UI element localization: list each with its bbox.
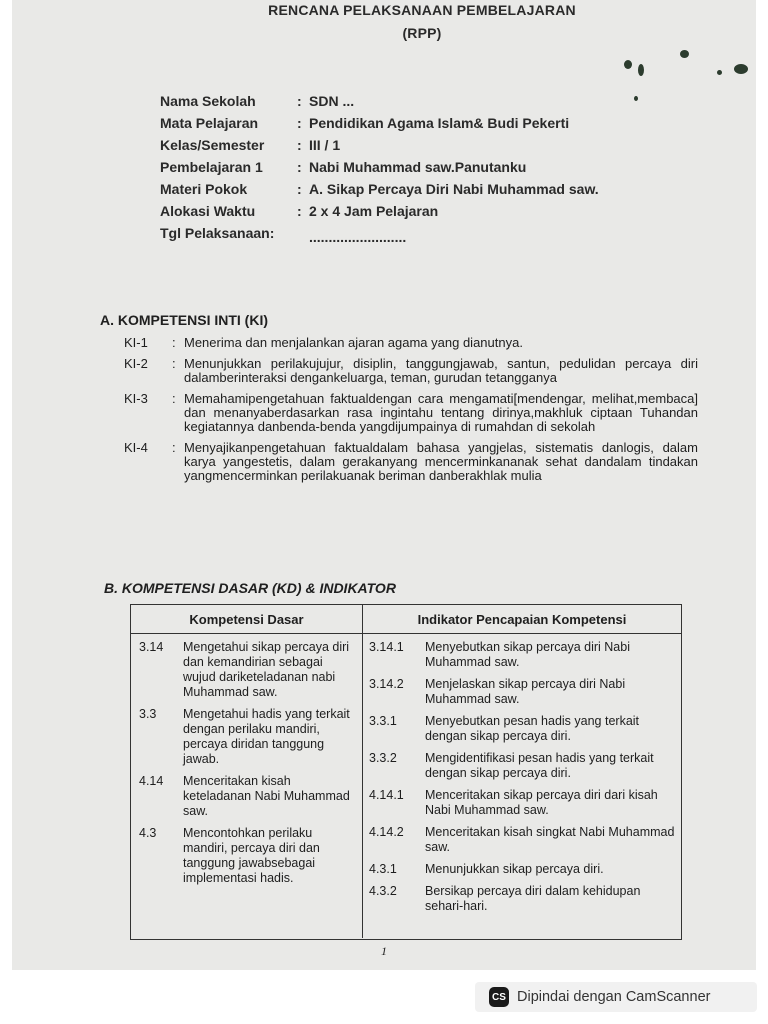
kd-code: 3.3 [139, 707, 157, 721]
indicator-item [363, 862, 681, 877]
identity-value: SDN ... [309, 93, 355, 109]
kd-table [130, 604, 682, 940]
indicator-text: Mengidentifikasi pesan hadis yang terkait dengan sikap percaya diri. [425, 751, 654, 780]
ink-stain [734, 64, 748, 74]
indicator-item [363, 714, 681, 744]
ink-stain [717, 70, 722, 75]
document-subtitle: (RPP) [402, 25, 442, 41]
kd-item [131, 707, 362, 767]
ki-code: KI-1 [124, 335, 148, 350]
indicator-text: Menunjukkan sikap percaya diri. [425, 862, 604, 876]
ki-colon: : [172, 335, 176, 350]
kd-code: 3.14 [139, 640, 164, 654]
indicator-code: 3.14.1 [369, 640, 404, 654]
identity-row [160, 181, 680, 203]
identity-value: Pendidikan Agama Islam& Budi Pekerti [309, 115, 570, 131]
identity-colon: : [297, 203, 302, 219]
identity-colon: : [297, 181, 302, 197]
identity-row [160, 137, 680, 159]
ki-text: Menunjukkan perilakujujur, disiplin, tanggungjawab, santun, pedulidan percaya diri dalamberinteraksi dengankeluarga, teman, gurudan tetangganya [184, 356, 698, 385]
kd-item [131, 640, 362, 700]
indicator-item [363, 884, 681, 914]
identity-row [160, 203, 680, 225]
kd-text: Menceritakan kisah keteladanan Nabi Muhammad saw. [183, 774, 350, 818]
indicator-item [363, 751, 681, 781]
kd-item [131, 826, 362, 886]
ki-item [124, 441, 698, 483]
ki-item [124, 392, 698, 434]
identity-label: Materi Pokok [160, 181, 248, 197]
camscanner-text: Dipindai dengan CamScanner [517, 989, 711, 1005]
identity-label: Kelas/Semester [160, 137, 265, 153]
indicator-column [363, 634, 681, 938]
indicator-code: 4.14.2 [369, 825, 404, 839]
ki-item [124, 357, 698, 385]
page-number: 1 [381, 944, 387, 958]
kd-text: Mencontohkan perilaku mandiri, percaya diri dan tanggung jawabsebagai implementasi hadis. [183, 826, 320, 885]
indicator-code: 4.3.1 [369, 862, 397, 876]
indicator-item [363, 677, 681, 707]
identity-colon: : [297, 159, 302, 175]
kd-item [131, 774, 362, 819]
kd-header-right: Indikator Pencapaian Kompetensi [417, 611, 627, 627]
section-b-title: B. KOMPETENSI DASAR (KD) & INDIKATOR [104, 580, 396, 596]
kd-table-body [131, 634, 681, 938]
identity-block [160, 93, 680, 247]
identity-value: ......................... [309, 229, 407, 245]
ki-code: KI-2 [124, 356, 148, 371]
kd-code: 4.3 [139, 826, 157, 840]
indicator-text: Menceritakan sikap percaya diri dari kisah Nabi Muhammad saw. [425, 788, 658, 817]
kd-text: Mengetahui hadis yang terkait dengan perilaku mandiri, percaya diridan tanggung jawab. [183, 707, 350, 766]
identity-value: Nabi Muhammad saw.Panutanku [309, 159, 527, 175]
section-a-title: A. KOMPETENSI INTI (KI) [100, 312, 268, 328]
ink-stain [624, 60, 632, 69]
identity-row [160, 93, 680, 115]
identity-value: III / 1 [309, 137, 341, 153]
indicator-code: 3.3.2 [369, 751, 397, 765]
identity-row [160, 225, 680, 247]
ki-code: KI-3 [124, 391, 148, 406]
identity-colon: : [297, 137, 302, 153]
indicator-text: Menyebutkan sikap percaya diri Nabi Muhammad saw. [425, 640, 630, 669]
identity-row [160, 159, 680, 181]
indicator-text: Menjelaskan sikap percaya diri Nabi Muhammad saw. [425, 677, 626, 706]
identity-row [160, 115, 680, 137]
indicator-code: 3.14.2 [369, 677, 404, 691]
kd-header-left: Kompetensi Dasar [131, 605, 363, 633]
indicator-text: Bersikap percaya diri dalam kehidupan sehari-hari. [425, 884, 641, 913]
ki-text: Menyajikanpengetahuan faktualdalam bahasa yangjelas, sistematis danlogis, dalam karya yangestetis, dalam gerakanyang mencerminkananak sehat dandalam tindakan yangmencerminkan perilakuanak beriman danberakhlak mulia [184, 440, 698, 483]
ki-text: Menerima dan menjalankan ajaran agama yang dianutnya. [184, 335, 523, 350]
ki-list [124, 336, 698, 490]
ink-stain [638, 64, 644, 76]
identity-value: 2 x 4 Jam Pelajaran [309, 203, 439, 219]
indicator-code: 4.14.1 [369, 788, 404, 802]
indicator-code: 3.3.1 [369, 714, 397, 728]
identity-colon: : [297, 115, 302, 131]
kd-table-header [131, 605, 681, 634]
document-page [12, 0, 756, 970]
indicator-code: 4.3.2 [369, 884, 397, 898]
identity-label: Alokasi Waktu [160, 203, 256, 219]
identity-label: Nama Sekolah [160, 93, 256, 109]
indicator-text: Menyebutkan pesan hadis yang terkait dengan sikap percaya diri. [425, 714, 640, 743]
ki-text: Memahamipengetahuan faktualdengan cara mengamati[mendengar, melihat,membaca] dan menanyaberdasarkan rasa ingintahu tentang dirinya,makhluk ciptaan Tuhandan kegiatannya danbenda-benda yangdijumpainya di rumahdan di sekolah [184, 391, 698, 434]
ink-stain [680, 50, 689, 58]
ki-code: KI-4 [124, 440, 148, 455]
identity-label: Tgl Pelaksanaan: [160, 225, 275, 241]
kd-code: 4.14 [139, 774, 164, 788]
ki-colon: : [172, 440, 176, 455]
ki-colon: : [172, 356, 176, 371]
document-title: RENCANA PELAKSANAAN PEMBELAJARAN [268, 2, 576, 18]
ki-item [124, 336, 698, 350]
identity-value: A. Sikap Percaya Diri Nabi Muhammad saw. [309, 181, 599, 197]
kd-column [131, 634, 363, 938]
identity-label: Mata Pelajaran [160, 115, 259, 131]
kd-text: Mengetahui sikap percaya diri dan kemandirian sebagai wujud dariketeladanan nabi Muhammad saw. [183, 640, 350, 699]
indicator-item [363, 825, 681, 855]
indicator-text: Menceritakan kisah singkat Nabi Muhammad saw. [425, 825, 675, 854]
camscanner-icon: CS [489, 987, 509, 1007]
camscanner-watermark [475, 982, 757, 1012]
ki-colon: : [172, 391, 176, 406]
identity-label: Pembelajaran 1 [160, 159, 263, 175]
indicator-item [363, 788, 681, 818]
identity-colon: : [297, 93, 302, 109]
indicator-item [363, 640, 681, 670]
